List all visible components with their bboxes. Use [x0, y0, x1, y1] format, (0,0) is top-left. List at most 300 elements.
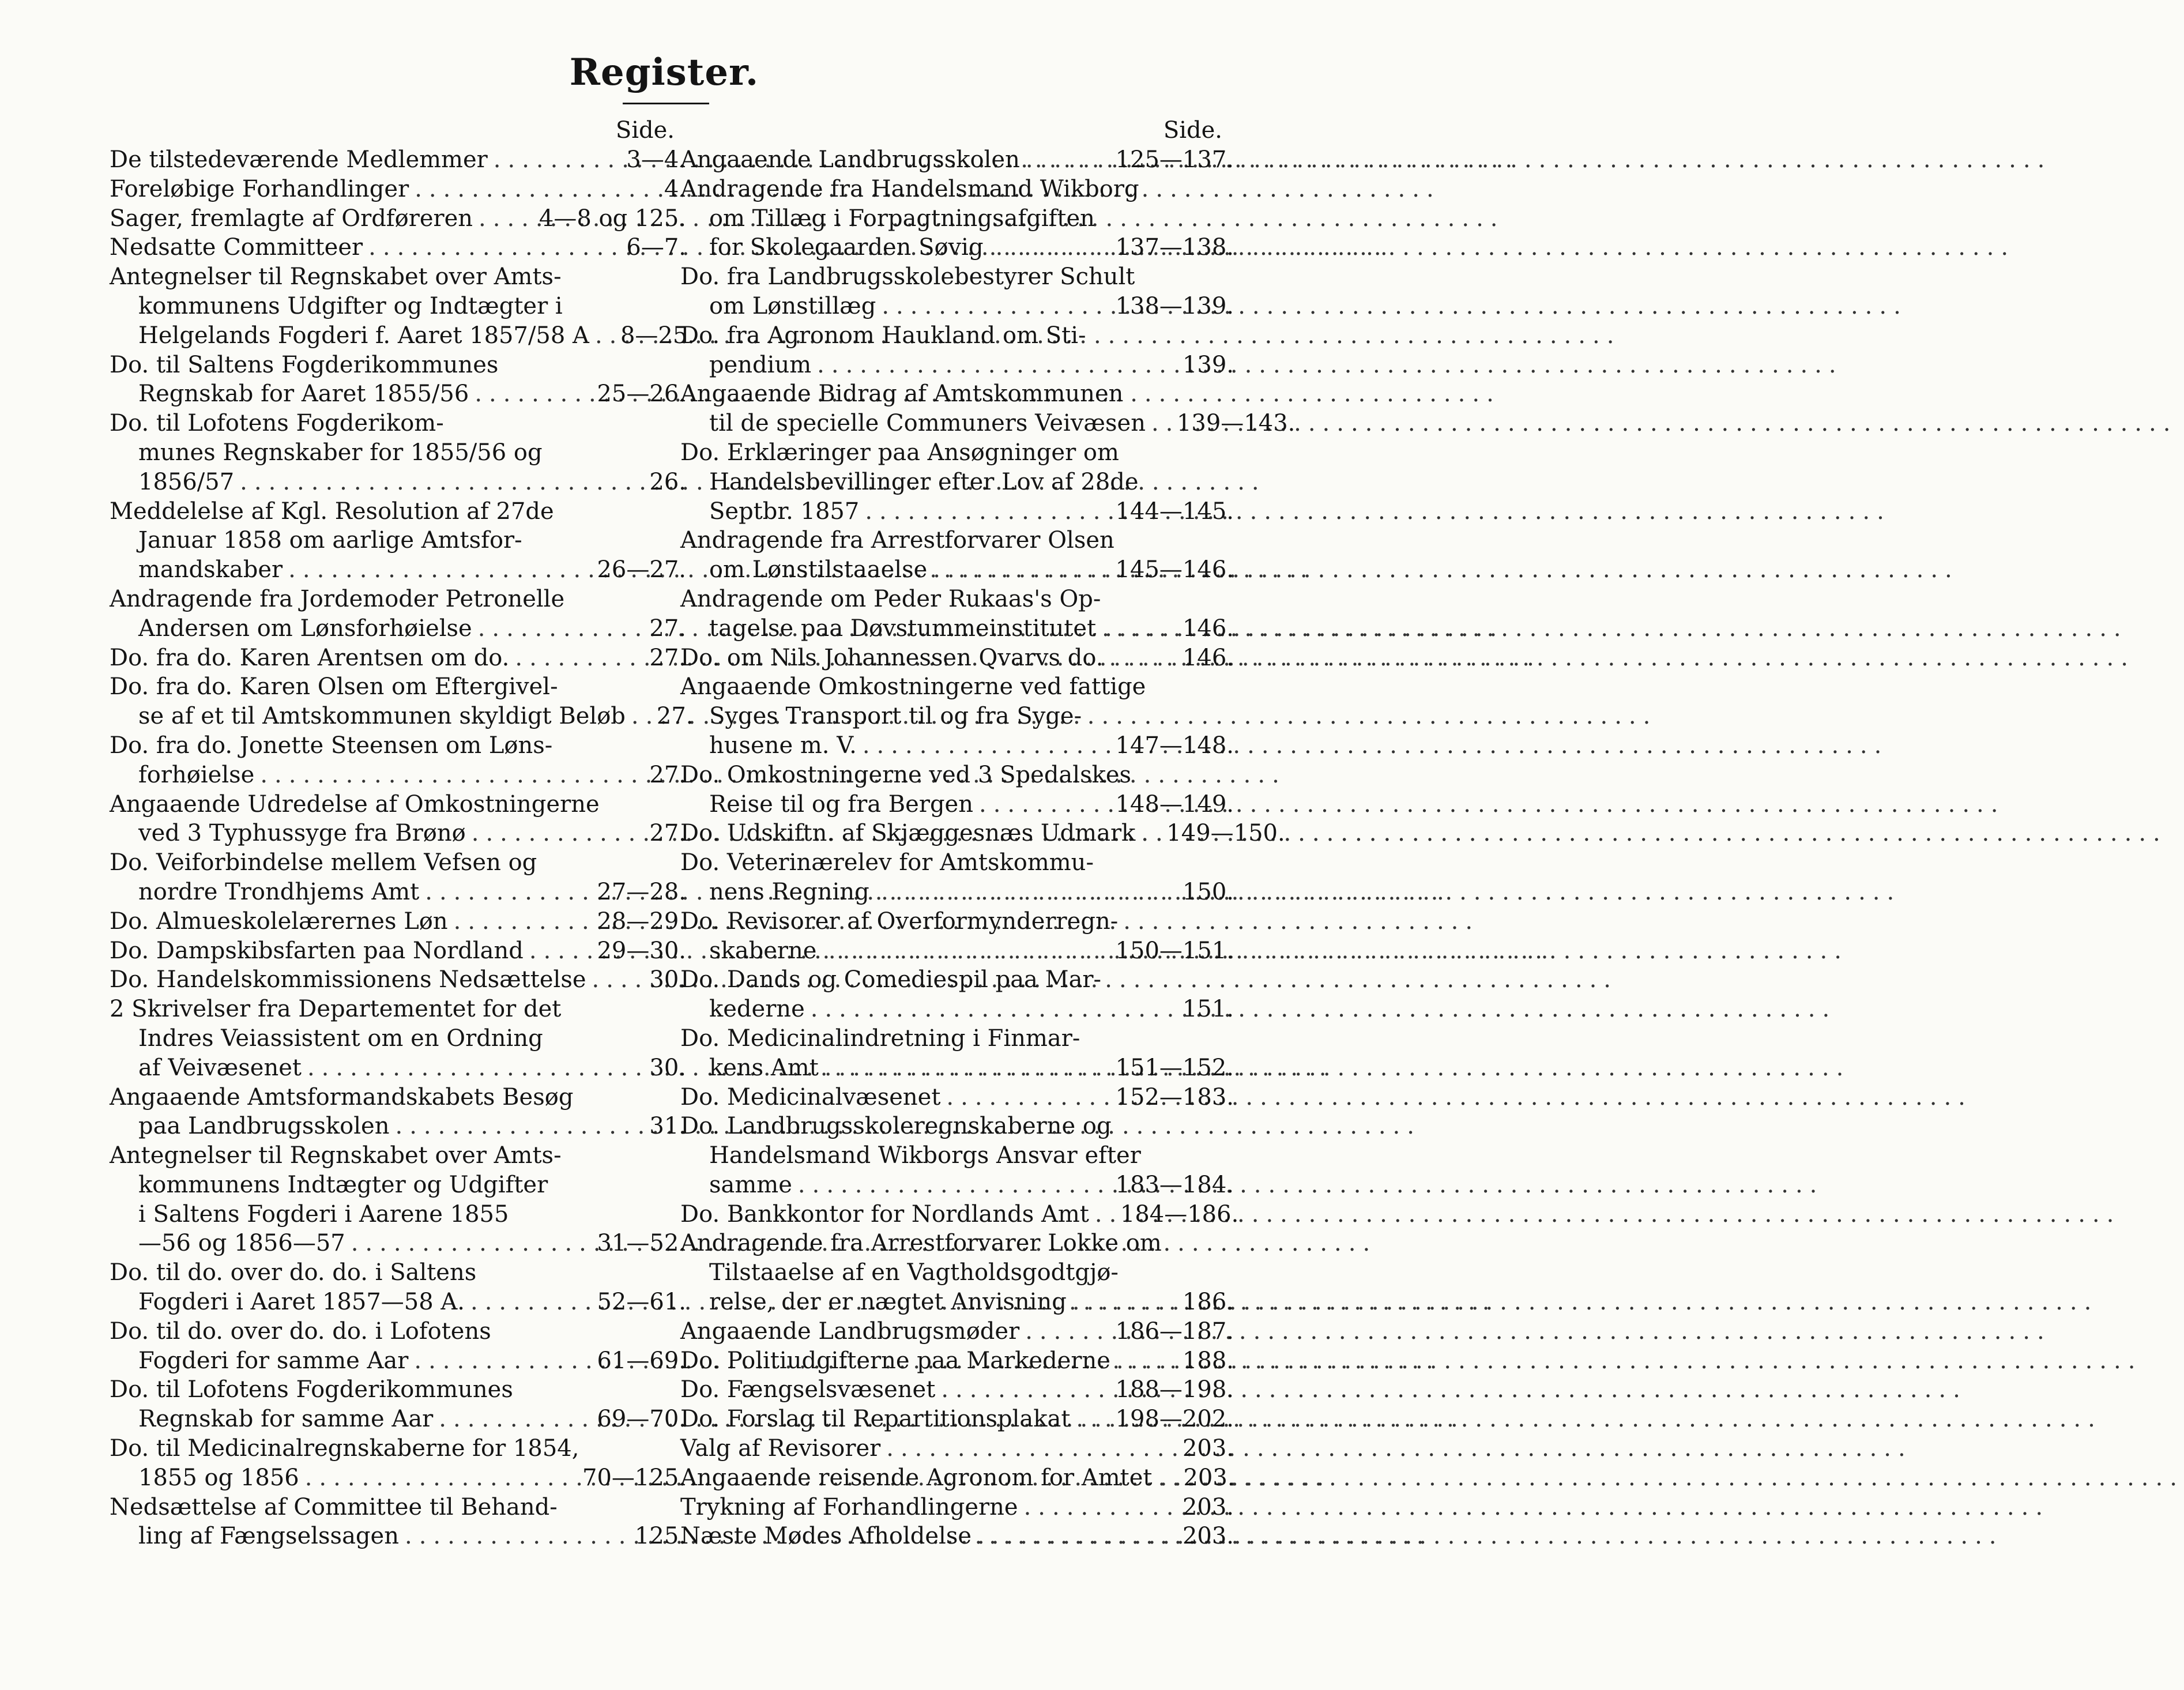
register-entry — [110, 1434, 686, 1493]
dot-leader — [857, 731, 1108, 761]
dot-leader — [254, 761, 641, 790]
dot-leader — [1152, 1463, 1175, 1493]
entry-text: kommunens Udgifter og Indtægter i — [138, 292, 563, 319]
entry-text: relse, der er nægtet Anvisning — [709, 1289, 1067, 1316]
dot-leader — [472, 614, 642, 643]
dot-leader — [408, 1346, 589, 1376]
register-column-right — [680, 115, 1296, 1551]
entry-page: 31. — [649, 1113, 686, 1140]
entry-text: se af et til Amtskommunen skyldigt Beløb — [138, 703, 626, 730]
entry-text: Regnskab for samme Aar — [138, 1406, 434, 1433]
entry-line — [680, 614, 1234, 643]
entry-page: 69—70. — [597, 1406, 686, 1433]
entry-line — [680, 1522, 1234, 1551]
entry-text: Handelsmand Wikborgs Ansvar efter — [709, 1142, 1141, 1169]
entry-text: Syges Transport til og fra Syge- — [709, 703, 1082, 730]
entry-line — [680, 1083, 1234, 1112]
dot-leader — [1110, 1346, 1174, 1376]
dot-leader — [302, 1053, 641, 1083]
entry-text: kommunens Indtægter og Udgifter — [138, 1171, 548, 1198]
entry-text: Do. til do. over do. do. i Saltens — [110, 1259, 477, 1286]
entry-line — [680, 1258, 1234, 1288]
entry-text: Do. Bankkontor for Nordlands Amt — [680, 1200, 1089, 1228]
register-entry — [110, 1317, 686, 1376]
entry-text: i Saltens Fogderi i Aarene 1855 — [138, 1200, 509, 1228]
entry-text: Andragende fra Jordemoder Petronelle — [110, 585, 565, 612]
entry-line — [110, 936, 686, 966]
dot-leader — [626, 702, 649, 731]
entry-line — [680, 995, 1234, 1024]
register-entry — [110, 409, 686, 496]
entry-text: Angaaende Omkostningerne ved fattige — [680, 673, 1146, 701]
entry-page: 27. — [649, 644, 686, 671]
entry-text: Do. Veiforbindelse mellem Vefsen og — [110, 849, 537, 876]
entry-line — [680, 526, 1234, 555]
entry-text: Reise til og fra Bergen — [709, 791, 973, 818]
entry-line — [110, 731, 686, 761]
entry-text: Angaaende Bidrag af Amtskommunen — [680, 381, 1124, 408]
entry-text: Angaaende Udredelse af Omkostningerne — [110, 791, 600, 818]
entry-text: Do. Fængselsvæsenet — [680, 1376, 936, 1403]
entry-line — [680, 585, 1234, 614]
entry-line — [110, 1463, 686, 1493]
entry-text: Do. Revisorer af Overformynderregn- — [680, 908, 1119, 935]
register-entry — [110, 848, 686, 907]
entry-text: —56 og 1856—57 — [138, 1230, 345, 1257]
entry-text: Antegnelser til Regnskabet over Amts- — [110, 1142, 562, 1169]
entry-text: Nedsættelse af Committee til Behand- — [110, 1493, 558, 1520]
register-entry — [680, 1112, 1234, 1199]
entry-text: tagelse paa Døvstummeinstitutet — [709, 615, 1097, 642]
entry-page: 27. — [649, 615, 686, 642]
dot-leader — [473, 204, 531, 234]
entry-text: nordre Trondhjems Amt — [138, 878, 420, 905]
register-entry — [680, 262, 1234, 321]
entries-left — [110, 145, 695, 1551]
entry-text: Foreløbige Forhandlinger — [110, 175, 409, 202]
entry-text: Do. Dands og Comediespil paa Mar- — [680, 966, 1102, 993]
dot-leader — [488, 145, 619, 175]
dot-leader — [816, 936, 1107, 966]
dot-leader — [880, 1434, 1174, 1463]
register-entry — [680, 1375, 1234, 1405]
entry-line — [680, 1317, 1234, 1346]
entry-text: kens Amt — [709, 1054, 819, 1081]
dot-leader — [927, 555, 1107, 585]
register-entry — [680, 965, 1234, 1024]
side-label-right: Side. — [1163, 117, 1222, 144]
dot-leader — [971, 1522, 1174, 1551]
entry-line — [110, 790, 686, 819]
register-entry — [110, 1375, 686, 1434]
entry-line — [680, 965, 1234, 995]
entry-line — [680, 672, 1234, 702]
dot-leader — [283, 555, 589, 585]
dot-leader — [1018, 1493, 1174, 1522]
entry-line — [110, 292, 686, 321]
entry-line — [110, 995, 686, 1024]
entry-line — [680, 1200, 1239, 1229]
entry-text: af Veivæsenet — [138, 1054, 302, 1081]
entry-line — [680, 1405, 1234, 1434]
entry-text: Fogderi i Aaret 1857—58 A. — [138, 1289, 465, 1316]
register-entry — [680, 1405, 1234, 1434]
entry-page: 139. — [1182, 351, 1234, 378]
register-entry — [680, 1083, 1234, 1112]
entry-line — [110, 1346, 686, 1376]
entry-page: 144—145. — [1115, 498, 1234, 525]
entry-line — [110, 175, 686, 204]
entry-line — [680, 1375, 1234, 1405]
entry-page: 138—139. — [1115, 292, 1234, 319]
entry-line — [680, 379, 1234, 409]
entry-page: 27. — [649, 820, 686, 847]
entry-text: Andragende fra Arrestforvarer Lokke om — [680, 1230, 1162, 1257]
entry-text: husene m. V. — [709, 732, 857, 759]
entry-line — [680, 262, 1234, 292]
entry-page: 30. — [649, 966, 686, 993]
register-entry — [680, 1346, 1234, 1376]
entry-line — [110, 1083, 686, 1112]
entry-text: Do. fra do. Karen Olsen om Eftergivel- — [110, 673, 558, 701]
entry-page: 145—146. — [1115, 556, 1234, 584]
entry-line — [110, 1522, 686, 1551]
entry-page: 125—137. — [1115, 146, 1234, 173]
entry-line — [110, 1493, 686, 1522]
register-entry — [680, 1200, 1239, 1229]
entry-text: for Skolegaarden Søvig — [709, 234, 984, 261]
entry-page: 70—125. — [582, 1464, 686, 1491]
entry-line — [680, 555, 1234, 585]
entry-page: 52—61. — [597, 1289, 686, 1316]
register-entry — [110, 936, 686, 966]
entry-page: 26—27. — [597, 556, 686, 584]
entry-page: 27—28. — [597, 878, 686, 905]
entry-page: 183—184. — [1115, 1171, 1234, 1198]
entry-line — [110, 497, 686, 526]
entry-text: paa Landbrugsskolen — [138, 1113, 390, 1140]
entry-text: Do. Almueskolelærernes Løn — [110, 908, 448, 935]
register-entry — [110, 175, 686, 204]
entry-text: om Lønstillæg — [709, 292, 876, 319]
entry-text: Do. Medicinalvæsenet — [680, 1083, 941, 1111]
register-entry — [110, 145, 686, 175]
entry-page: 137—138. — [1115, 234, 1234, 261]
dot-leader — [876, 292, 1107, 321]
entry-text: Tilstaaelse af en Vagtholdsgodtgjø- — [709, 1259, 1119, 1286]
entry-page: 28—29. — [597, 908, 686, 935]
dot-leader — [345, 1229, 589, 1258]
dot-leader — [448, 907, 589, 936]
entry-text: Angaaende Landbrugsskolen — [680, 146, 1020, 173]
register-entry — [110, 1258, 686, 1317]
side-label-left: Side. — [615, 117, 675, 144]
entry-text: Meddelelse af Kgl. Resolution af 27de — [110, 498, 554, 525]
page-title: Register. — [569, 51, 759, 94]
register-entry — [680, 1434, 1234, 1463]
entry-line — [680, 438, 1234, 468]
register-entry — [680, 145, 1234, 175]
dot-leader — [234, 468, 641, 497]
entry-line — [110, 1200, 686, 1229]
entry-text: Septbr. 1857 — [709, 498, 860, 525]
entry-page: 186. — [1182, 1289, 1234, 1316]
dot-leader — [433, 1405, 589, 1434]
entry-line — [110, 233, 686, 262]
entry-line — [110, 702, 694, 731]
entry-page: 29—30. — [597, 937, 686, 964]
entry-page: 151. — [1182, 996, 1234, 1023]
register-entry — [680, 321, 1234, 380]
entry-page: 184—186. — [1120, 1200, 1239, 1228]
entry-line — [110, 672, 686, 702]
register-entry — [110, 790, 686, 849]
entry-line — [110, 526, 686, 555]
register-entry — [110, 965, 686, 995]
dot-leader — [1070, 1405, 1107, 1434]
entry-text: Do. til Medicinalregnskaberne for 1854, — [110, 1435, 579, 1462]
entry-line — [110, 438, 686, 468]
entry-line — [110, 468, 686, 497]
entry-line — [680, 204, 1234, 234]
entry-page: 151—152. — [1115, 1054, 1234, 1081]
entry-page: 146. — [1182, 615, 1234, 642]
dot-leader — [419, 878, 589, 907]
entry-text: kederne — [709, 996, 805, 1023]
entry-line — [680, 878, 1234, 907]
register-entry — [110, 204, 686, 234]
entry-text: ling af Fængselssagen — [138, 1523, 399, 1550]
entry-text: Indres Veiassistent om en Ordning — [138, 1025, 543, 1052]
entry-text: Do. fra do. Jonette Steensen om Løns- — [110, 732, 553, 759]
entry-page: 188. — [1182, 1347, 1234, 1374]
entry-page: 6—7. — [626, 234, 686, 261]
entry-line — [110, 555, 686, 585]
register-entry — [110, 1083, 686, 1142]
entry-text: til de specielle Communers Veivæsen — [709, 410, 1146, 437]
entry-text: De tilstedeværende Medlemmer — [110, 146, 488, 173]
dot-leader — [819, 1053, 1108, 1083]
entry-line — [110, 262, 686, 292]
entry-line — [680, 321, 1234, 351]
register-entry — [680, 761, 1234, 819]
entry-page: 150. — [1182, 878, 1234, 905]
register-entry — [110, 672, 694, 731]
entry-page: 27. — [656, 703, 694, 730]
register-entry — [110, 262, 695, 350]
entry-text: Andersen om Lønsforhøielse — [138, 615, 472, 642]
dot-leader — [466, 819, 642, 848]
entry-text: Do. til Lofotens Fogderikommunes — [110, 1376, 513, 1403]
register-entry — [680, 819, 1285, 848]
entry-text: pendium — [709, 351, 812, 378]
entry-line — [680, 233, 1234, 262]
entry-line — [680, 761, 1234, 790]
entry-line — [110, 761, 686, 790]
entry-line — [110, 351, 686, 380]
dot-leader — [586, 965, 642, 995]
entry-line — [110, 585, 686, 614]
entry-line — [680, 145, 1234, 175]
entry-text: Angaaende Amtsformandskabets Besøg — [110, 1083, 574, 1111]
entry-line — [680, 1141, 1234, 1170]
dot-leader — [509, 643, 641, 673]
entry-page: 149—150. — [1166, 820, 1285, 847]
entry-line — [680, 702, 1234, 731]
entry-text: Do. til Saltens Fogderikommunes — [110, 351, 499, 378]
entry-line — [110, 1170, 686, 1200]
dot-leader — [1146, 409, 1169, 438]
entry-text: Antegnelser til Regnskabet over Amts- — [110, 264, 562, 291]
entry-line — [110, 1288, 686, 1317]
entry-line — [110, 819, 686, 848]
entry-line — [680, 1493, 1234, 1522]
entry-line — [680, 175, 1234, 204]
entry-line — [110, 1405, 686, 1434]
dot-leader — [524, 936, 589, 966]
entry-text: nens Regning — [709, 878, 869, 905]
entry-line — [680, 1053, 1234, 1083]
entry-line — [110, 321, 695, 351]
entry-text: Regnskab for Aaret 1855/56 — [138, 381, 469, 408]
entry-line — [110, 1024, 686, 1053]
entry-text: Do. til Lofotens Fogderikom- — [110, 410, 444, 437]
entry-line — [110, 1317, 686, 1346]
entry-line — [110, 1229, 686, 1258]
dot-leader — [869, 878, 1174, 907]
entry-text: Do. Handelskommissionens Nedsættelse — [110, 966, 586, 993]
title-rule — [623, 103, 709, 104]
dot-leader — [1067, 1288, 1174, 1317]
entry-line — [110, 907, 686, 936]
entry-line — [110, 1141, 686, 1170]
entry-text: ved 3 Typhussyge fra Brønø — [138, 820, 466, 847]
entry-text: Angaaende Landbrugsmøder — [680, 1318, 1020, 1345]
entry-text: Helgelands Fogderi f. Aaret 1857/58 A — [138, 322, 589, 349]
register-entry — [110, 907, 686, 936]
entry-text: Næste Mødes Afholdelse — [680, 1523, 972, 1550]
entry-text: 1855 og 1856 — [138, 1464, 299, 1491]
entry-line — [680, 409, 1296, 438]
entry-page: 148—149. — [1115, 791, 1234, 818]
entry-text: Andragende fra Arrestforvarer Olsen — [680, 527, 1114, 554]
dot-leader — [805, 995, 1174, 1024]
entry-text: Do. Udskiftn. af Skjæggesnæs Udmark — [680, 820, 1136, 847]
register-entry — [680, 1493, 1234, 1522]
entry-text: Do. om Nils Johannessen Qvarvs do. — [680, 644, 1104, 671]
dot-leader — [390, 1112, 642, 1141]
dot-leader — [973, 790, 1108, 819]
entry-line — [680, 1229, 1234, 1258]
entry-page: 147—148. — [1115, 732, 1234, 759]
entry-line — [680, 1170, 1234, 1200]
entry-page: 203. — [1182, 1523, 1234, 1550]
entry-text: Do. fra Landbrugsskolebestyrer Schult — [680, 264, 1135, 291]
dot-leader — [469, 379, 589, 409]
entry-line — [680, 848, 1234, 878]
entry-page: 203. — [1183, 1464, 1235, 1491]
entry-line — [110, 379, 686, 409]
entry-line — [680, 731, 1234, 761]
entry-line — [110, 1434, 686, 1463]
entry-page: 3—4. — [626, 146, 686, 173]
register-entry — [680, 1463, 1234, 1493]
entry-text: Angaaende reisende Agronom for Amtet — [680, 1464, 1153, 1491]
entry-text: Nedsatte Committeer — [110, 234, 363, 261]
register-entry — [680, 1229, 1234, 1316]
register-entry — [110, 1141, 686, 1258]
register-entry — [680, 526, 1234, 585]
dot-leader — [299, 1463, 574, 1493]
entry-text: skaberne — [709, 937, 817, 964]
entry-line — [680, 1288, 1234, 1317]
entry-page: 146. — [1182, 644, 1234, 671]
entry-line — [110, 1053, 686, 1083]
entry-text: Andragende om Peder Rukaas's Op- — [680, 585, 1101, 612]
register-entry — [680, 585, 1234, 643]
entry-text: Do. Omkostningerne ved 3 Spedalskes — [680, 761, 1132, 788]
entry-line — [110, 409, 686, 438]
entry-text: Fogderi for samme Aar — [138, 1347, 409, 1374]
entry-text: Do. Erklæringer paa Ansøgninger om — [680, 439, 1119, 466]
register-entry — [680, 907, 1234, 966]
entries-right — [680, 145, 1296, 1551]
entry-line — [110, 643, 686, 673]
entry-page: 152—183. — [1115, 1083, 1234, 1111]
dot-leader — [409, 175, 656, 204]
dot-leader — [589, 321, 612, 351]
register-entry — [680, 379, 1296, 438]
dot-leader — [859, 497, 1107, 526]
dot-leader — [399, 1522, 627, 1551]
dot-leader — [940, 1083, 1107, 1112]
register-entry — [110, 995, 686, 1082]
entry-line — [680, 1024, 1234, 1053]
entry-text: Do. til do. over do. do. i Lofotens — [110, 1318, 491, 1345]
entry-line — [680, 351, 1234, 380]
entry-page: 4. — [664, 175, 686, 202]
entry-text: Januar 1858 om aarlige Amtsfor- — [138, 527, 522, 554]
dot-leader — [1096, 614, 1174, 643]
entry-text: Do. fra Agronom Haukland om Sti- — [680, 322, 1086, 349]
entry-page: 4—8 og 125. — [539, 205, 686, 232]
dot-leader — [1020, 145, 1108, 175]
entry-line — [680, 292, 1234, 321]
dot-leader — [1089, 1200, 1112, 1229]
register-entry — [110, 585, 686, 643]
entry-text: Do. Forslag til Repartitionsplakat — [680, 1406, 1071, 1433]
entry-text: Handelsbevillinger efter Lov af 28de — [709, 468, 1139, 495]
entry-text: 1856/57 — [138, 468, 235, 495]
dot-leader — [1019, 1317, 1107, 1346]
entry-line — [680, 1346, 1234, 1376]
entry-page: 186—187. — [1115, 1318, 1234, 1345]
entry-text: Sager, fremlagte af Ordføreren — [110, 205, 473, 232]
entry-line — [680, 468, 1234, 497]
entry-page: 25—26. — [597, 381, 686, 408]
entry-page: 139—143. — [1176, 410, 1296, 437]
entry-line — [680, 819, 1285, 848]
register-entry — [110, 497, 686, 585]
entry-text: Do. Politiudgifterne paa Markederne — [680, 1347, 1110, 1374]
register-entry — [680, 1522, 1234, 1551]
entry-line — [110, 145, 686, 175]
entry-page: 203. — [1182, 1435, 1234, 1462]
register-entry — [110, 233, 686, 262]
dot-leader — [465, 1288, 589, 1317]
dot-leader — [1135, 819, 1158, 848]
entry-line — [110, 204, 686, 234]
